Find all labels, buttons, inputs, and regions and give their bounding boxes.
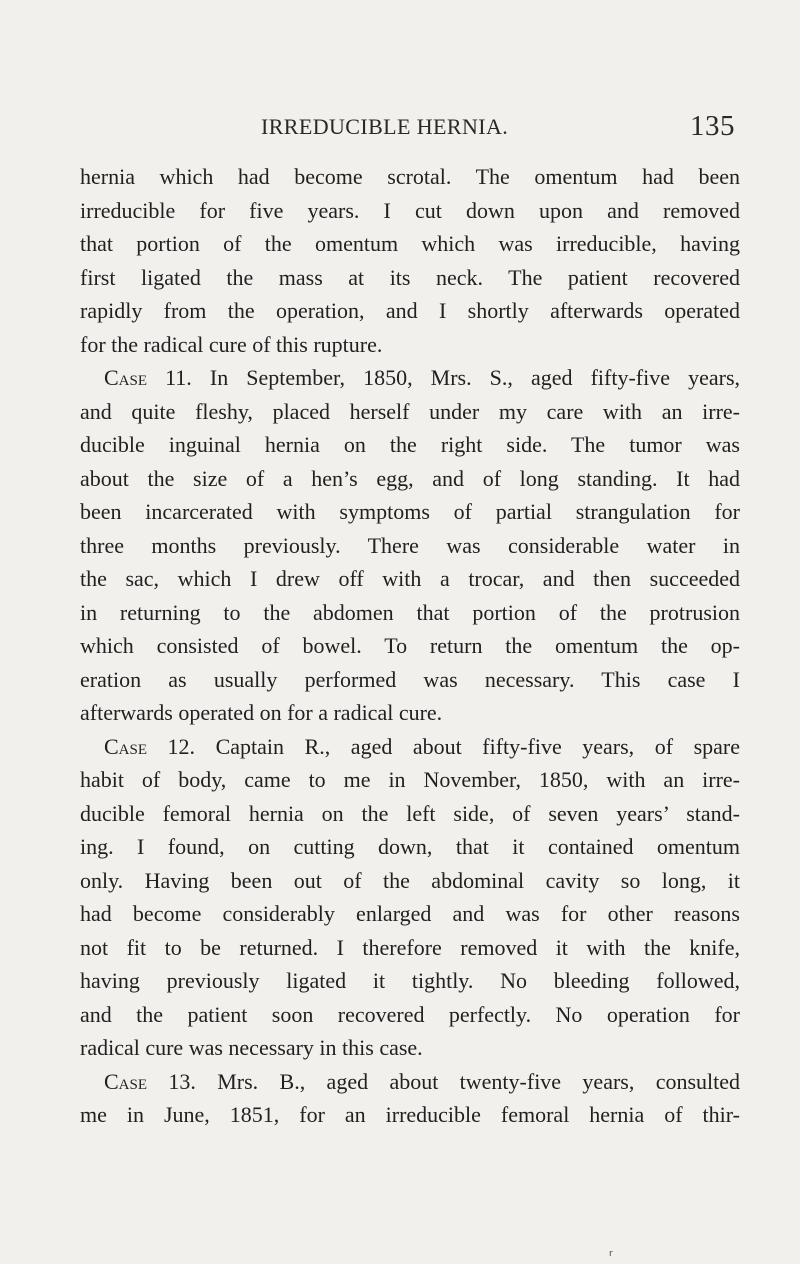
- text-line: for the radical cure of this rupture.: [80, 331, 383, 357]
- case-label: Case 11.: [104, 365, 192, 390]
- text-line: and the patient soon recovered perfectly. No operation for: [80, 1001, 740, 1027]
- text-line: hernia which had become scrotal. The omentum had been: [80, 164, 740, 189]
- case-label: Case 12.: [104, 733, 196, 759]
- text-line: ing. I found, on cutting down, that it contained omentum: [80, 834, 740, 859]
- text-line: Captain R., aged about fifty-five years, of spare: [215, 733, 740, 759]
- running-title: IRREDUCIBLE HERNIA.: [261, 114, 509, 139]
- text-line: not fit to be returned. I therefore removed it with the knife,: [80, 934, 740, 960]
- case-paragraph-start: [80, 361, 740, 395]
- text-line: about the size of a hen’s egg, and of long standing. It had: [80, 465, 740, 491]
- text-line: in returning to the abdomen that portion of the protrusion: [80, 599, 740, 625]
- text-line: which consisted of bowel. To return the omentum the op-: [80, 633, 740, 658]
- case-paragraph-start: [80, 730, 740, 764]
- text-line: Mrs. B., aged about twenty-five years, consulted: [217, 1068, 741, 1094]
- stray-print-mark: r: [609, 1249, 613, 1259]
- text-line: ducible femoral hernia on the left side, of seven years’ stand-: [80, 800, 740, 826]
- text-line: first ligated the mass at its neck. The patient recovered: [80, 264, 740, 290]
- text-line: the sac, which I drew off with a trocar, and then succeeded: [80, 566, 740, 591]
- text-line: that portion of the omentum which was irreducible, having: [80, 231, 740, 256]
- text-line: irreducible for five years. I cut down upon and removed: [80, 197, 740, 223]
- case-label: Case 13.: [104, 1068, 196, 1094]
- running-head: [0, 110, 800, 146]
- body-text: [80, 160, 740, 1132]
- text-line: been incarcerated with symptoms of partial strangulation for: [80, 499, 740, 524]
- text-line: In September, 1850, Mrs. S., aged fifty-five years,: [209, 365, 741, 390]
- text-line: having previously ligated it tightly. No bleeding followed,: [80, 968, 740, 993]
- text-line: radical cure was necessary in this case.: [80, 1035, 423, 1060]
- text-line: three months previously. There was considerable water in: [80, 532, 740, 558]
- text-line: and quite fleshy, placed herself under my care with an irre-: [80, 398, 740, 424]
- case-paragraph-start: [80, 1065, 740, 1099]
- page-number: 135: [690, 110, 735, 142]
- text-line: only. Having been out of the abdominal cavity so long, it: [80, 867, 740, 893]
- text-line: eration as usually performed was necessary. This case I: [80, 666, 740, 692]
- text-line: ducible inguinal hernia on the right side. The tumor was: [80, 432, 740, 457]
- text-line: me in June, 1851, for an irreducible femoral hernia of thir-: [80, 1102, 740, 1127]
- text-line: habit of body, came to me in November, 1850, with an irre-: [80, 767, 740, 792]
- text-line: rapidly from the operation, and I shortly afterwards operated: [80, 298, 740, 323]
- text-line: afterwards operated on for a radical cure.: [80, 700, 443, 725]
- text-line: had become considerably enlarged and was for other reasons: [80, 901, 740, 926]
